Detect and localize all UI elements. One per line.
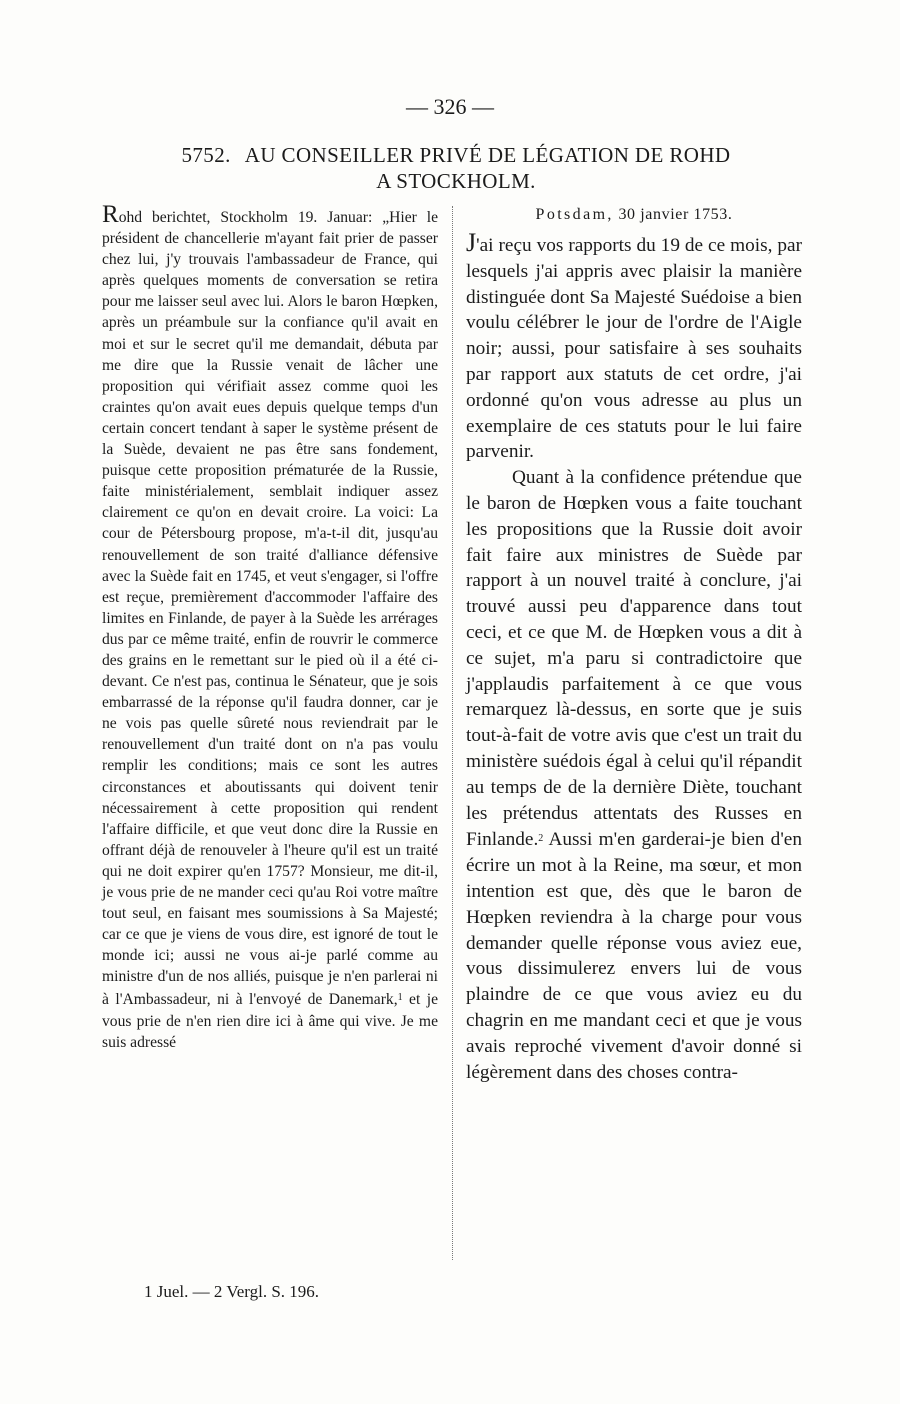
column-divider	[452, 206, 453, 1260]
footnote-ref-1: 1	[397, 992, 403, 1004]
heading-line-2: A STOCKHOLM.	[376, 169, 536, 193]
summary-text-end: et je vous prie de n'en rien dire ici à âme qui vive. Je me suis adressé	[102, 991, 438, 1051]
footnotes: 1 Juel. — 2 Vergl. S. 196.	[144, 1282, 320, 1301]
heading-title: AU CONSEILLER PRIVÉ DE LÉGATION DE ROHD	[244, 143, 731, 167]
summary-text: ohd berichtet, Stockholm 19. Januar: „Hier le président de chancellerie m'ayant fait prier de passer chez lui, j'y trouvais l'ambassadeur de France, qui après quelques moments de conversation se retira pour me laisser seul avec lui. Alors le baron Hœpken, après un préambule sur la confiance qu'il avait en moi et sur le secret qu'il me demandait, débuta par me dire que la Russie venait de lâcher une proposition qui vérifiait assez comme quoi les craintes qu'on avait eues depuis quelque temps d'un certain concert tendant à saper le système présent de la Suède, devaient ne pas être sans fondement, puisque cette proposition prématurée de la Russie, faite ministérialement, semblait indiquer assez clairement ce qu'on en devait croire. La voici: La cour de Pétersbourg propose, m'a-t-il dit, jusqu'au renouvellement de son traité d'alliance défensive avec la Suède fait en 1745, et veut s'engager, si l'offre est reçue, premièrement d'accommoder l'affaire des limites en Finlande, de payer à la Suède les arrérages dus par ce même traité, enfin de rouvrir le commerce des grains en le remettant sur le pied où il a été ci-devant. Ce n'est pas, continua le Sénateur, que je sois embarrassé de la réponse qu'il faudra donner, car je ne vois pas quelle sûreté nous reviendrait par le renouvellement d'un traité dont on n'a pas voulu remplir les conditions; mais ce sont les autres circonstances et aboutissants qui doivent tenir nécessairement à cette proposition qui rendent l'affaire difficile, et que veut donc dire la Russie en offrant déjà de renouveler à l'heure qu'il est un traité qui ne doit expirer qu'en 1757? Monsieur, me dit-il, je vous prie de ne mander ceci qu'au Roi votre maître tout seul, en faisant mes soumissions à Sa Majesté; car ce que je viens de vous dire, est ignoré de tout le monde ici; aussi ne vous ai-je parlé comme au ministre d'un de nos alliés, puisque je n'en parlerai ni à l'Ambassadeur, ni à l'envoyé de Danemark,	[102, 209, 438, 1009]
paragraph-2-text-end: Aussi m'en garderai-je bien d'en écrire un mot à la Reine, ma sœur, et mon intention est que, dès que le baron de Hœpken reviendra à la charge pour vous demander quelle réponse vous aviez eue, vous dissimulerez envers lui de vous plaindre de ce que vous aviez eu du chagrin en me mandant ceci et que je vous avais reproché vivement d'avoir donné si légèrement dans des choses contra-	[466, 829, 802, 1083]
letter-heading	[126, 142, 786, 194]
letter-column	[466, 204, 802, 1085]
letter-number: 5752.	[181, 143, 231, 167]
dateline	[466, 204, 802, 226]
letter-paragraph-2	[466, 465, 802, 1085]
summary-column	[102, 201, 438, 1053]
paragraph-2-text: Quant à la confidence prétendue que le baron de Hœpken vous a faite touchant les propositions que la Russie doit avoir fait faire aux ministres de Suède par rapport à un nouvel traité à conclure, j'ai trouvé aussi peu d'apparence dans tout ceci, et ce que M. de Hœpken vous a dit à ce sujet, m'a paru si contradictoire que j'applaudis parfaitement à ce que vous remarquez là-dessus, en sorte que je suis tout-à-fait de votre avis que c'est un trait du ministère suédois égal à celui qu'il répandit au temps de de la dernière Diète, touchant les prétendus attentats des Russes en Finlande.	[466, 467, 802, 851]
drop-letter: R	[102, 201, 119, 228]
heading-line-1	[126, 142, 786, 168]
footnote-ref-2: 2	[538, 833, 544, 845]
dateline-date: 30 janvier 1753.	[618, 206, 733, 223]
drop-letter-j: J	[466, 228, 477, 257]
dateline-place: Potsdam,	[535, 206, 614, 223]
letter-paragraph-1	[466, 230, 802, 465]
page-number: — 326 —	[406, 94, 494, 119]
paragraph-1-text: 'ai reçu vos rapports du 19 de ce mois, par lesquels j'ai appris avec plaisir la manière distinguée dont Sa Majesté Suédoise a bien voulu célébrer le jour de l'ordre de l'Aigle noir; aussi, pour satisfaire à ses souhaits par rapport aux statuts de cet ordre, j'ai ordonné qu'on vous adresse au plus un exemplaire de ces statuts pour le lui faire parvenir.	[466, 235, 802, 463]
